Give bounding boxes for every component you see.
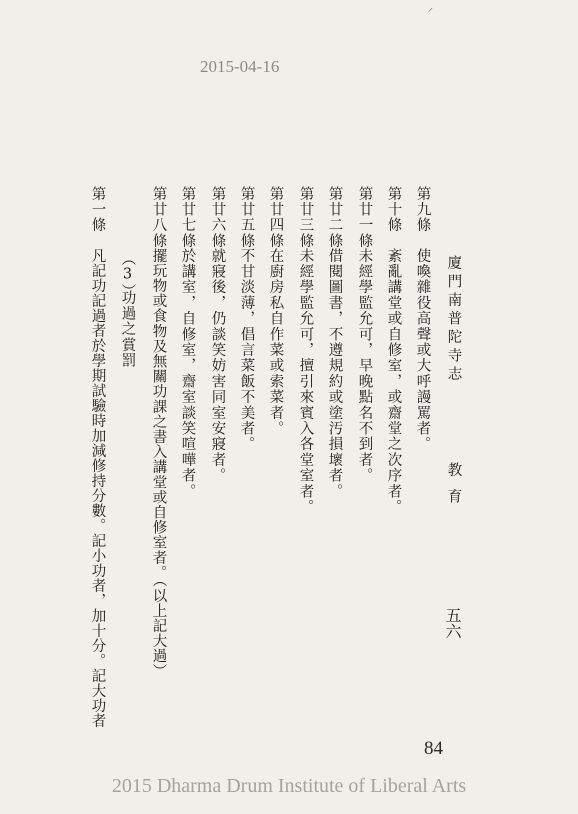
article-label: 第廿三條 [297,186,314,249]
date-stamp: 2015-04-16 [200,57,280,76]
article-text: 未經學監允可，早晚點名不到者。 [356,248,373,484]
article-text: 使喚雜役高聲或大呼謾罵者。 [414,248,431,453]
article-text: 擺玩物或食物及無關功課之書入講堂或自修室者。（以上記大過） [150,248,167,679]
section-heading: 功過之賞罰 [119,290,136,369]
article-label: 第廿六條 [209,186,226,249]
article-text: 借閱圖書，不遵規約或塗汚損壞者。 [326,248,343,500]
footer-watermark: 2015 Dharma Drum Institute of Liberal Arts [111,775,467,797]
corner-mark: ⸍ [428,7,433,18]
book-title: 廈門南普陀寺志 [445,255,462,385]
article-label: 第十條 [385,186,402,234]
chinese-page-number: 五六 [443,607,462,639]
article-label: 第廿一條 [356,186,373,249]
article-label: 第廿七條 [179,186,196,249]
article-text: 凡記功記過者於學期試驗時加減修持分數。記小功者，加十分。記大功者 [89,248,106,728]
article-label: 第廿八條 [150,186,167,249]
section-title: 教育 [445,462,462,515]
article-text: 就寢後，仍談笑妨害同室安寢者。 [209,248,226,484]
article-label: 第廿二條 [326,186,343,249]
article-label: 第廿五條 [238,186,255,249]
page-number: 84 [424,738,443,759]
article-label: 第九條 [414,186,431,234]
article-label: 第廿四條 [267,186,284,249]
article-text: 不甘淡薄，倡言菜飯不美者。 [238,248,255,453]
article-text: 紊亂講堂或自修室，或齋堂之次序者。 [385,248,402,515]
section-number: （3） [119,251,136,300]
article-text: 於講室，自修室，齋室談笑喧嘩者。 [179,248,196,500]
article-text: 未經學監允可，擅引來賓入各堂室者。 [297,248,314,515]
article-label: 第一條 [89,186,106,234]
article-text: 在廚房私自作菜或索菜者。 [267,248,284,437]
